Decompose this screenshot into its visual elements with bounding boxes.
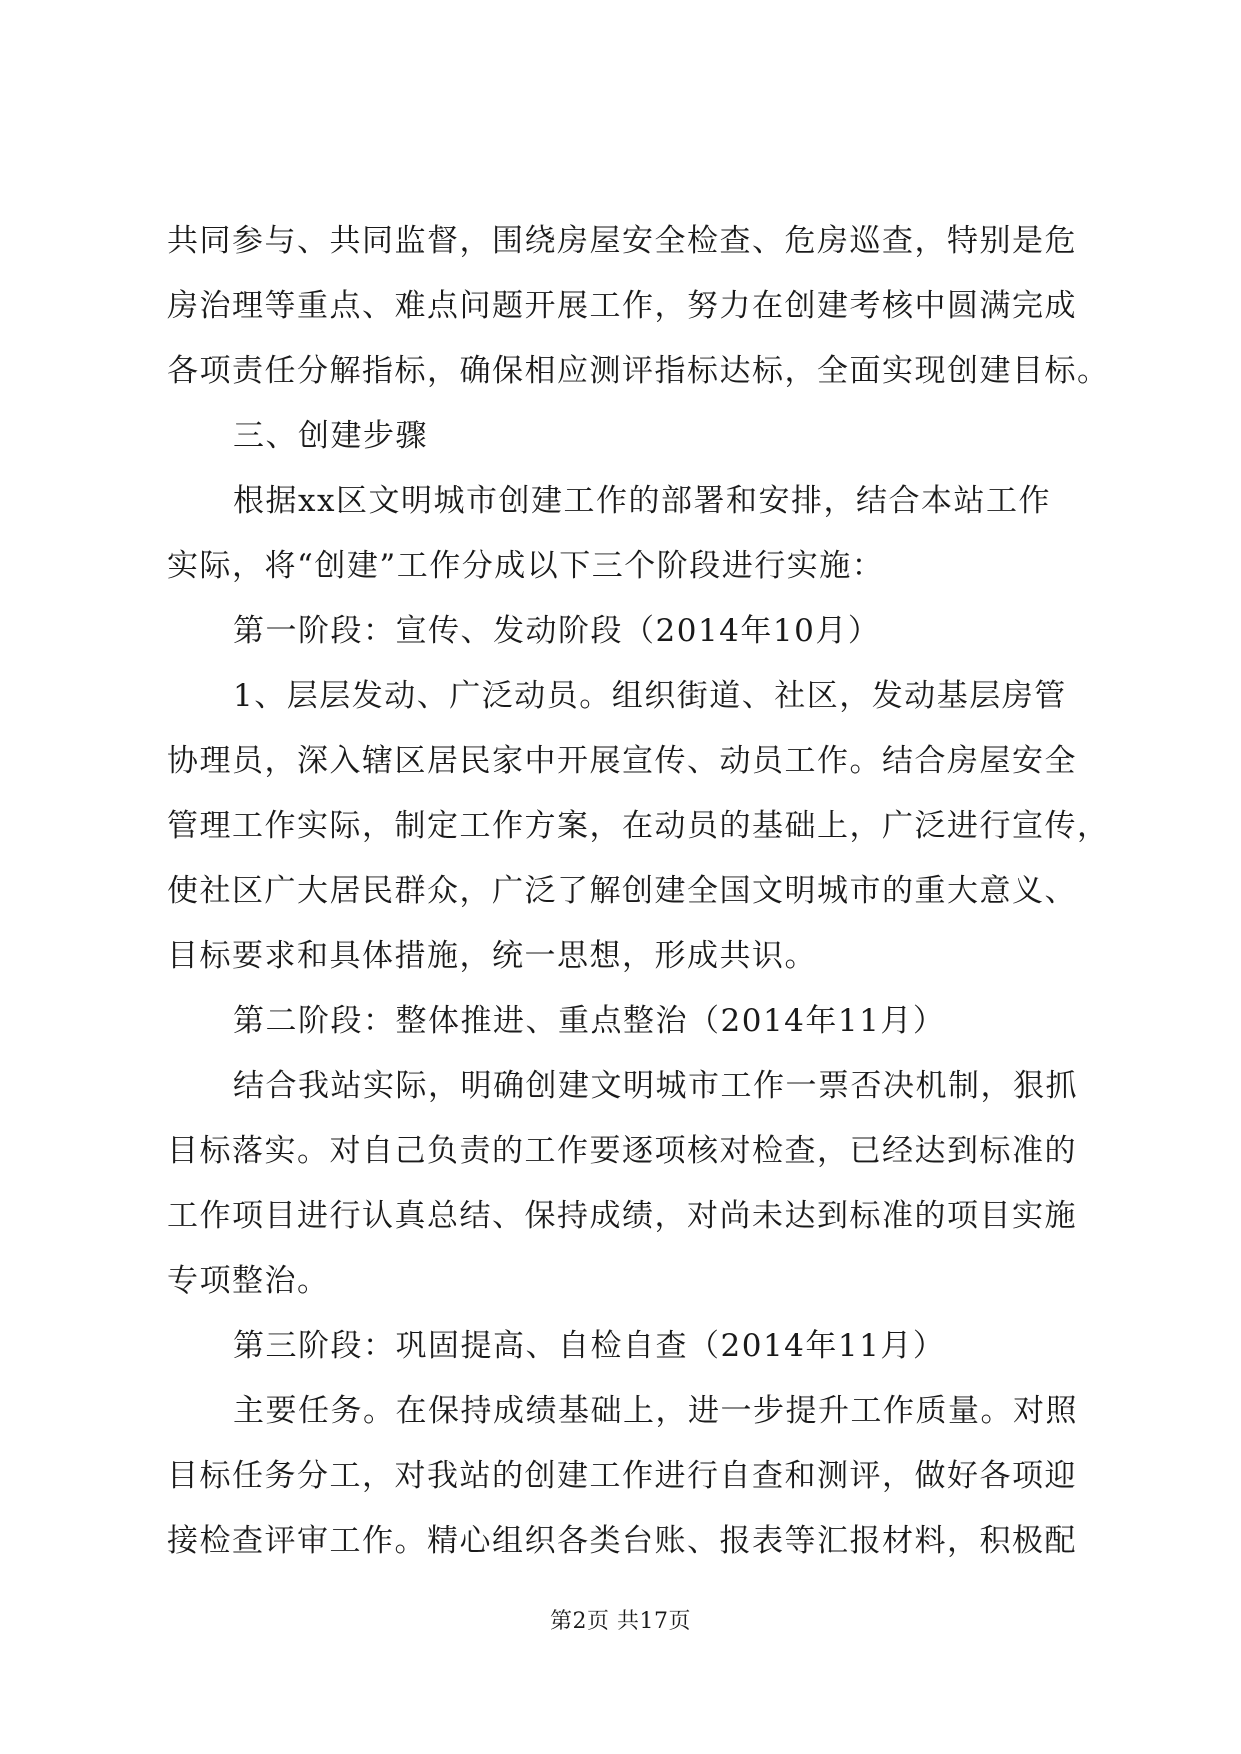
stage-heading: 第二阶段：整体推进、重点整治（2014年11月） [233,1003,946,1039]
document-body [167,223,1110,1591]
text-line: 1、层层发动、广泛动员。组织街道、社区，发动基层房管 [233,678,1067,714]
text-line: 协理员，深入辖区居民家中开展宣传、动员工作。结合房屋安全 [167,743,1077,779]
text-line: 共同参与、共同监督，围绕房屋安全检查、危房巡查，特别是危 [167,223,1077,259]
text-line: 专项整治。 [167,1263,330,1299]
text-line: 各项责任分解指标，确保相应测评指标达标，全面实现创建目标。 [167,353,1110,389]
text-line: 使社区广大居民群众，广泛了解创建全国文明城市的重大意义、 [167,873,1077,909]
text-line: 目标要求和具体措施，统一思想，形成共识。 [167,938,817,974]
text-line: 接检查评审工作。精心组织各类台账、报表等汇报材料，积极配 [167,1523,1077,1559]
stage-heading: 第一阶段：宣传、发动阶段（2014年10月） [233,613,881,649]
text-line: 主要任务。在保持成绩基础上，进一步提升工作质量。对照 [233,1393,1078,1429]
text-line: 根据xx区文明城市创建工作的部署和安排，结合本站工作 [233,483,1051,519]
text-line: 目标任务分工，对我站的创建工作进行自查和测评，做好各项迎 [167,1458,1077,1494]
text-line: 房治理等重点、难点问题开展工作，努力在创建考核中圆满完成 [167,288,1077,324]
page-number-footer: 第2页 共17页 [550,1609,691,1634]
text-line: 工作项目进行认真总结、保持成绩，对尚未达到标准的项目实施 [167,1198,1077,1234]
stage-heading: 第三阶段：巩固提高、自检自查（2014年11月） [233,1328,946,1364]
text-line: 目标落实。对自己负责的工作要逐项核对检查，已经达到标准的 [167,1133,1077,1169]
section-heading: 三、创建步骤 [233,418,428,454]
text-line: 管理工作实际，制定工作方案，在动员的基础上，广泛进行宣传， [167,808,1110,844]
text-line: 实际，将“创建”工作分成以下三个阶段进行实施： [167,548,885,584]
text-line: 结合我站实际，明确创建文明城市工作一票否决机制，狠抓 [233,1068,1078,1104]
